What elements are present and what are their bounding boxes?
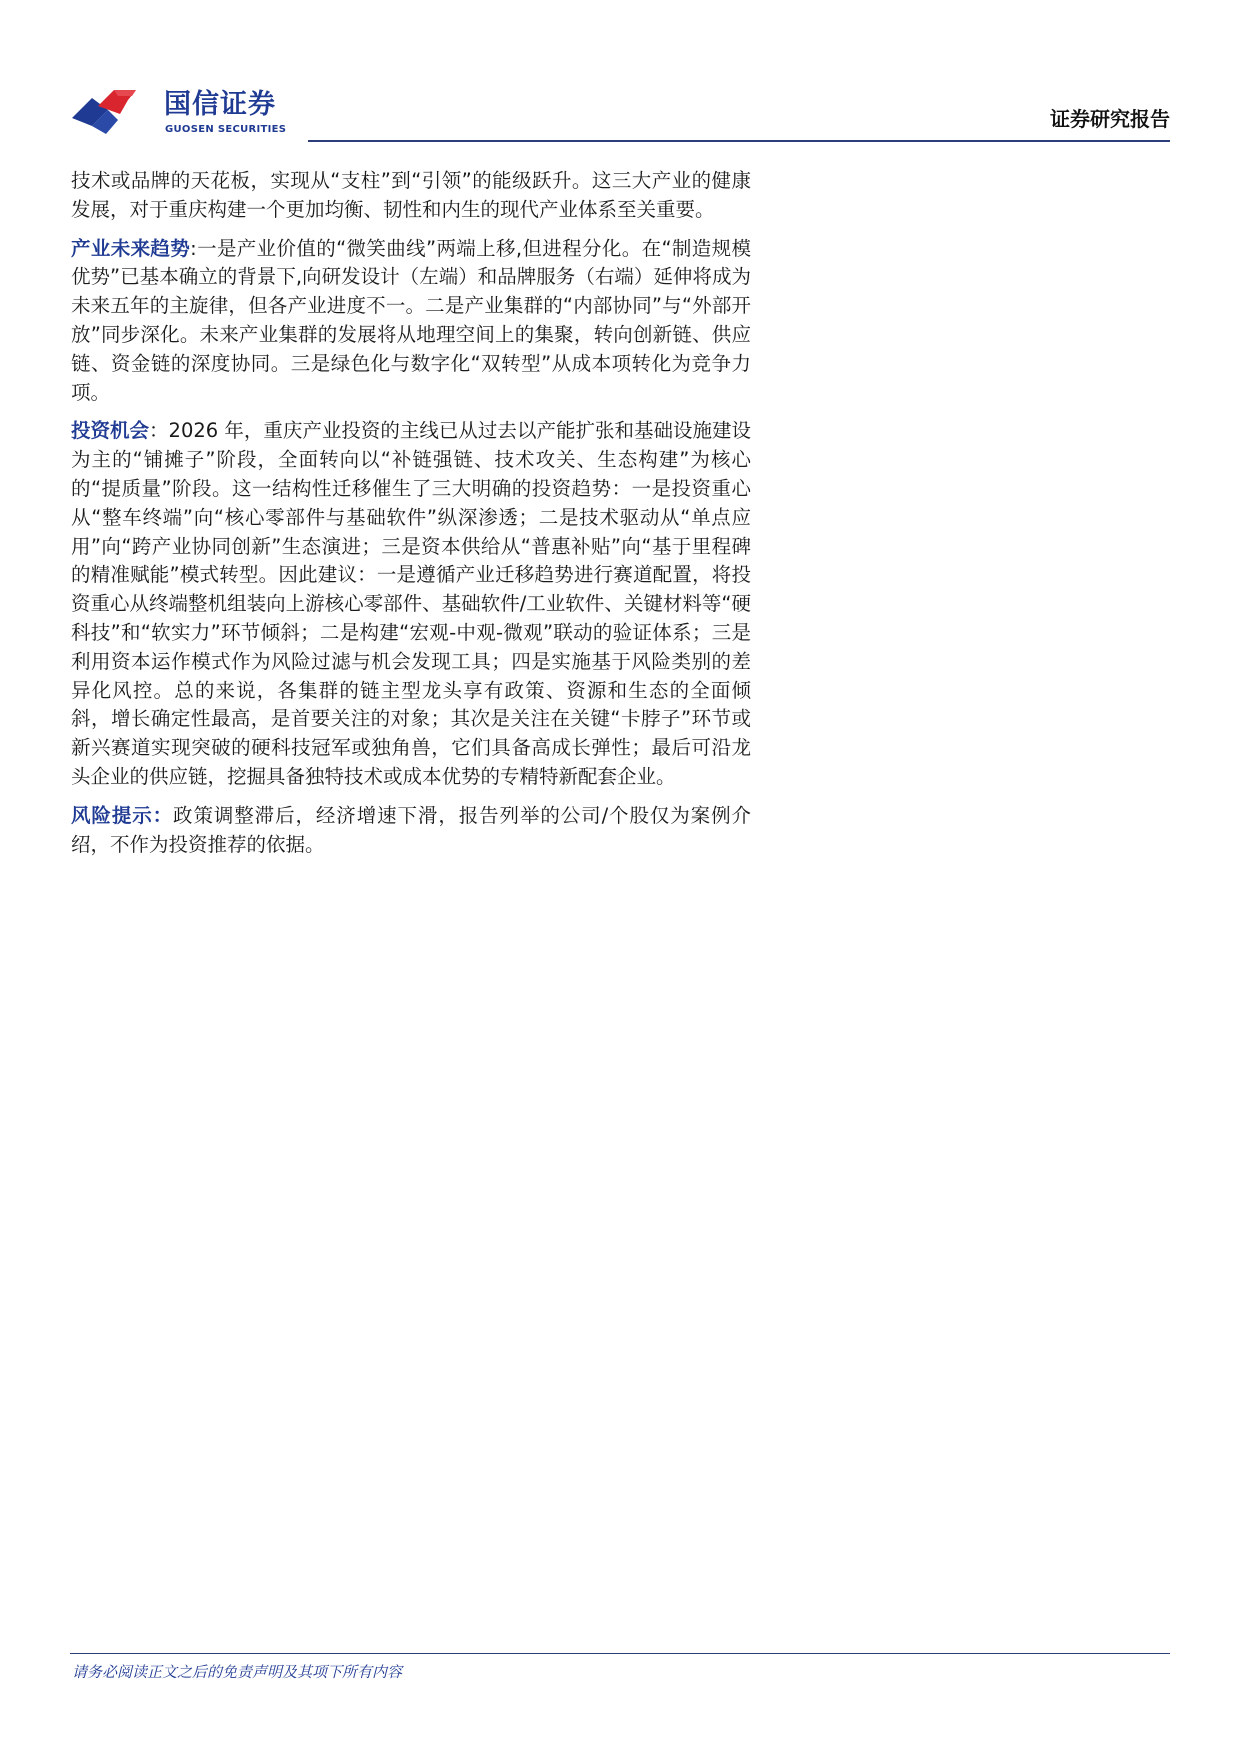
paragraph-investment-opportunities	[71, 417, 751, 791]
paragraph-industry-trends	[71, 235, 751, 408]
guosen-logo	[70, 84, 370, 144]
section-lead-risk: 风险提示：	[71, 803, 174, 827]
paragraph-text: :一是产业价值的“微笑曲线”两端上移,但进程分化。在“制造规模优势”已基本确立的背景下,向研发设计（左端）和品牌服务（右端）延伸将成为未来五年的主旋律，但各产业进度不一。二是产业集群的“内部协同”与“外部开放”同步深化。未来产业集群的发展将从地理空间上的集聚，转向创新链、供应链、资金链的深度协同。三是绿色化与数字化“双转型”从成本项转化为竞争力项。	[71, 236, 751, 404]
footer-disclaimer: 请务必阅读正文之后的免责声明及其项下所有内容	[72, 1663, 403, 1681]
report-type-label: 证券研究报告	[1050, 107, 1170, 131]
paragraph-text: 政策调整滞后，经济增速下滑，报告列举的公司/个股仅为案例介绍，不作为投资推荐的依据。	[71, 803, 751, 856]
paragraph-risk-warning	[71, 802, 751, 860]
paragraph-text: ：2026 年，重庆产业投资的主线已从过去以产能扩张和基础设施建设为主的“铺摊子”阶段，全面转向以“补链强链、技术攻关、生态构建”为核心的“提质量”阶段。这一结构性迁移催生了三大明确的投资趋势：一是投资重心从“整车终端”向“核心零部件与基础软件”纵深渗透；二是技术驱动从“单点应用”向“跨产业协同创新”生态演进；三是资本供给从“普惠补贴”向“基于里程碑的精准赋能”模式转型。因此建议：一是遵循产业迁移趋势进行赛道配置，将投资重心从终端整机组装向上游核心零部件、基础软件/工业软件、关键材料等“硬科技”和“软实力”环节倾斜；二是构建“宏观-中观-微观”联动的验证体系；三是利用资本运作模式作为风险过滤与机会发现工具；四是实施基于风险类别的差异化风控。总的来说，各集群的链主型龙头享有政策、资源和生态的全面倾斜，增长确定性最高，是首要关注的对象；其次是关注在关键“卡脖子”环节或新兴赛道实现突破的硬科技冠军或独角兽，它们具备高成长弹性；最后可沿龙头企业的供应链，挖掘具备独特技术或成本优势的专精特新配套企业。	[71, 419, 751, 788]
footer-divider	[70, 1653, 1170, 1654]
paragraph-intro-continued	[71, 167, 751, 225]
paragraph-text: 技术或品牌的天花板，实现从“支柱”到“引领”的能级跃升。这三大产业的健康发展，对于重庆构建一个更加均衡、韧性和内生的现代产业体系至关重要。	[71, 169, 751, 221]
section-lead-opportunities: 投资机会	[71, 419, 150, 443]
header-divider	[308, 140, 1170, 142]
logo-cn-text: 国信证券	[164, 89, 276, 120]
report-body	[71, 167, 751, 869]
logo-en-text: GUOSEN SECURITIES	[165, 124, 287, 135]
section-lead-trends: 产业未来趋势	[71, 236, 191, 260]
guosen-logo-icon	[70, 84, 160, 140]
page-header	[0, 0, 1240, 150]
